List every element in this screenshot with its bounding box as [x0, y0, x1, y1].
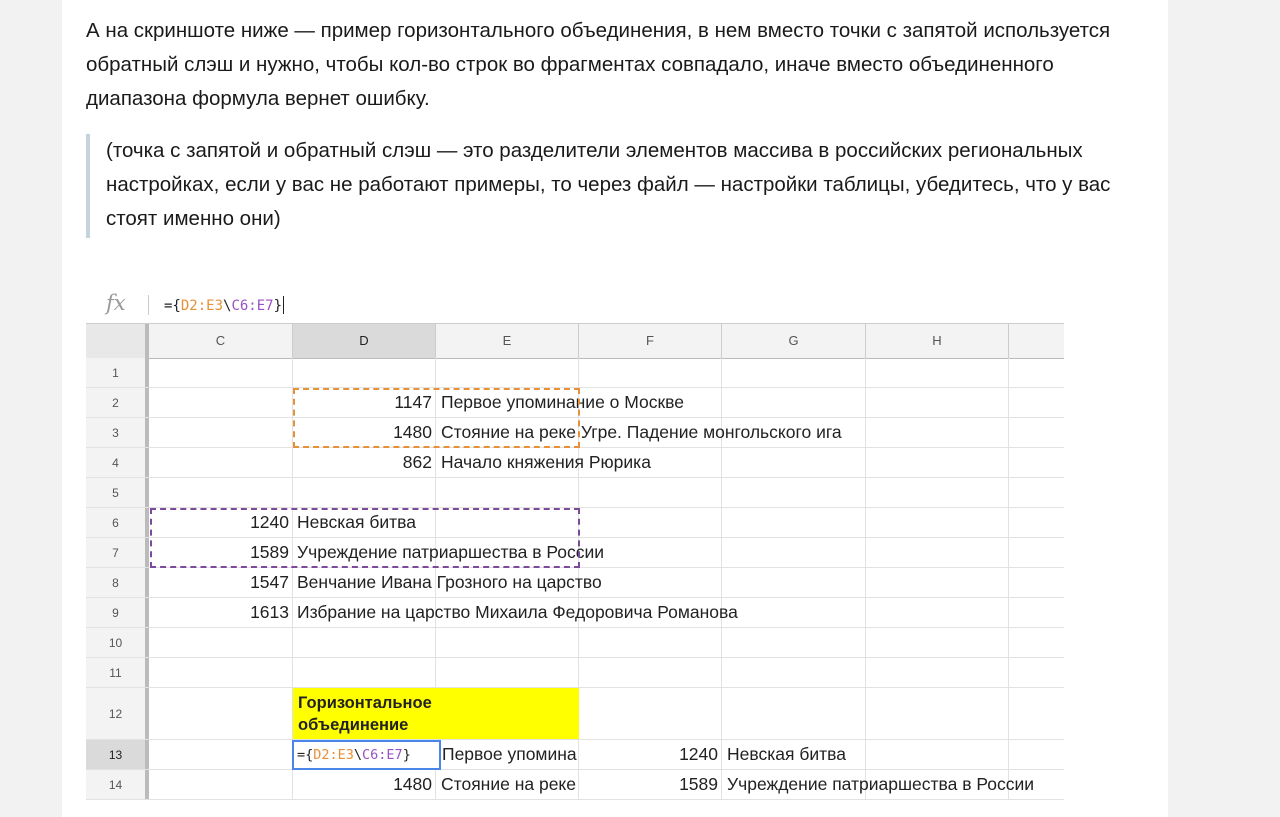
table-row [86, 688, 1064, 740]
row-header[interactable]: 7 [86, 538, 149, 567]
header-line-2: объединение [298, 716, 409, 734]
table-row [86, 598, 1064, 628]
formula-range-2: C6:E7 [231, 298, 274, 314]
cell-d6[interactable]: Невская битва [297, 512, 416, 532]
article-card [62, 0, 1168, 817]
table-row [86, 358, 1064, 388]
text-cursor [283, 296, 284, 314]
cell-e2[interactable]: Первое упоминание о Москве [441, 392, 685, 412]
cell-g13[interactable]: Невская битва [727, 744, 846, 764]
row-header[interactable]: 13 [86, 740, 149, 769]
table-row [86, 628, 1064, 658]
formula-input[interactable] [164, 296, 284, 314]
cell-e3[interactable]: Стояние на реке Угре. Падение монгольского ига [441, 422, 842, 442]
blockquote-text: (точка с запятой и обратный слэш — это разделители элементов массива в российских региональных настройках, если у вас не работают примеры, то через файл — настройки таблицы, убедитесь, что у вас стоят именно они) [106, 139, 1111, 230]
row-header[interactable]: 12 [86, 688, 149, 739]
formula-bar-divider [148, 295, 149, 315]
row-header[interactable]: 2 [86, 388, 149, 417]
column-header-d[interactable]: D [293, 324, 436, 358]
cell-f13[interactable]: 1240 [679, 744, 718, 764]
cell-f14[interactable]: 1589 [679, 774, 718, 794]
formula-close: } [402, 746, 411, 763]
table-row [86, 448, 1064, 478]
spreadsheet-screenshot [86, 285, 1064, 805]
cell-grid [86, 358, 1064, 805]
formula-separator: \ [353, 746, 363, 763]
cell-d13-formula[interactable] [297, 740, 411, 769]
cell-d3[interactable]: 1480 [393, 422, 432, 442]
column-headers [86, 323, 1064, 359]
cell-c9[interactable]: 1613 [250, 602, 289, 622]
formula-bar [86, 285, 1064, 323]
column-header-f[interactable]: F [579, 324, 722, 358]
formula-open: ={ [297, 746, 314, 763]
merged-header-cell[interactable] [298, 692, 432, 736]
header-line-1: Горизонтальное [298, 694, 432, 712]
row-header[interactable]: 5 [86, 478, 149, 507]
formula-close: } [273, 298, 283, 314]
row-header[interactable]: 14 [86, 770, 149, 799]
row-header[interactable]: 6 [86, 508, 149, 537]
row-header[interactable]: 1 [86, 358, 149, 387]
row-header[interactable]: 9 [86, 598, 149, 627]
cell-d9[interactable]: Избрание на царство Михаила Федоровича Романова [297, 602, 738, 622]
column-header-h[interactable]: H [866, 324, 1009, 358]
cell-d7[interactable]: Учреждение патриаршества в России [297, 542, 605, 562]
formula-open: ={ [164, 298, 181, 314]
range-highlight-c6-e7 [150, 508, 580, 568]
fx-icon: fx [106, 291, 126, 315]
cell-d8[interactable]: Венчание Ивана Грозного на царство [297, 572, 602, 592]
table-row [86, 770, 1064, 800]
table-row [86, 740, 1064, 770]
table-row [86, 478, 1064, 508]
formula-range-1: D2:E3 [180, 298, 224, 314]
formula-separator: \ [223, 298, 232, 314]
row-header[interactable]: 10 [86, 628, 149, 657]
cell-e13[interactable]: Первое упомина [442, 744, 577, 764]
range-highlight-d2-e3 [293, 388, 580, 448]
cell-d14[interactable]: 1480 [393, 774, 432, 794]
blockquote [86, 134, 1130, 238]
formula-range-1: D2:E3 [313, 746, 354, 763]
formula-range-2: C6:E7 [362, 746, 403, 763]
column-header-e[interactable]: E [436, 324, 579, 358]
cell-e14[interactable]: Стояние на реке [441, 774, 577, 794]
row-header[interactable]: 11 [86, 658, 149, 687]
column-header-g[interactable]: G [722, 324, 866, 358]
select-all-corner[interactable] [86, 324, 149, 358]
table-row [86, 568, 1064, 598]
article-paragraph: А на скриншоте ниже — пример горизонтального объединения, в нем вместо точки с запятой используется обратный слэш и нужно, чтобы кол-во строк во фрагментах совпадало, иначе вместо объединенного диапазона формула вернет ошибку. [86, 19, 1111, 110]
cell-c7[interactable]: 1589 [250, 542, 289, 562]
row-header[interactable]: 8 [86, 568, 149, 597]
table-row [86, 658, 1064, 688]
cell-d4[interactable]: 862 [402, 452, 432, 472]
row-header[interactable]: 4 [86, 448, 149, 477]
cell-c8[interactable]: 1547 [250, 572, 289, 592]
cell-g14[interactable]: Учреждение патриаршества в России [727, 774, 1035, 794]
cell-e4[interactable]: Начало княжения Рюрика [441, 452, 651, 472]
cell-c6[interactable]: 1240 [250, 512, 289, 532]
column-header-c[interactable]: C [149, 324, 293, 358]
cell-d2[interactable]: 1147 [394, 392, 432, 412]
row-header[interactable]: 3 [86, 418, 149, 447]
